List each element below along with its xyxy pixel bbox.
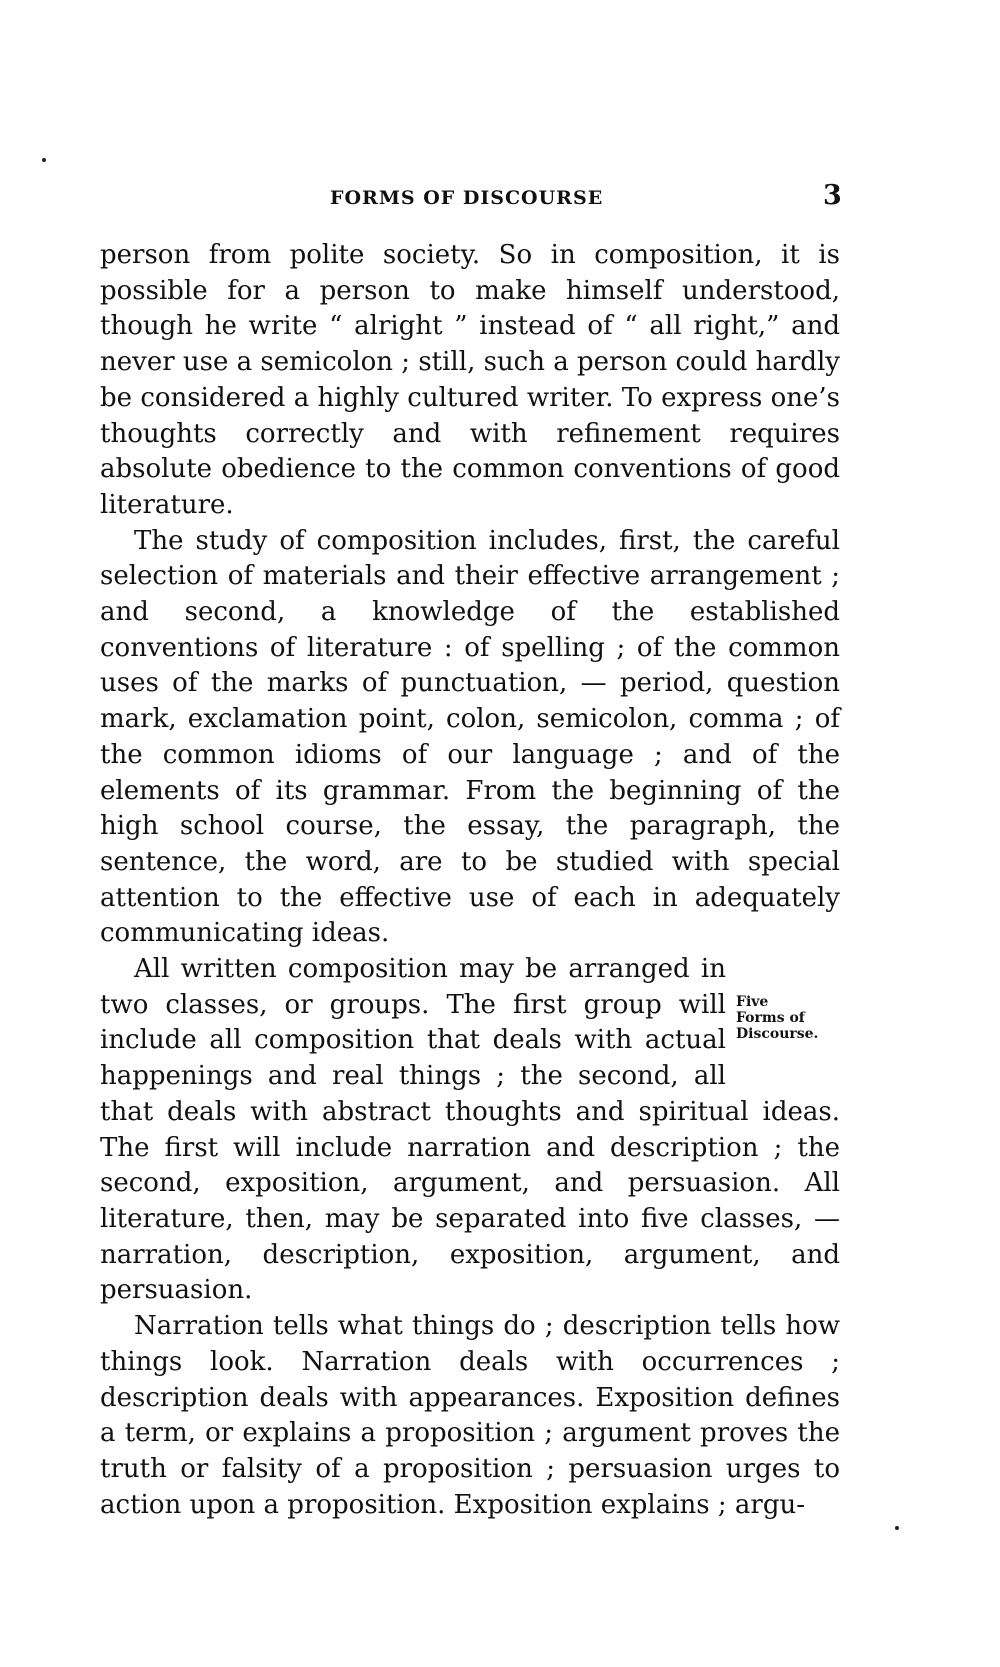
paragraph-3-text: All written composition may be arranged in two classes, or groups. The first group will include all composition that deals with actual happenings and real things ; the second, all that deals with abstract thoughts and spiritual ideas. The first will include narration and description ; the second, exposition, argument, and persuasion. All literature, then, may be separated into five classes, — narration, description, exposition, argument, and persuasion. [100, 954, 840, 1306]
page-number: 3 [823, 180, 842, 211]
running-title: FORMS OF DISCOURSE [330, 187, 604, 209]
margin-note-line: Five [736, 994, 769, 1011]
paragraph-3 [100, 952, 840, 1309]
body-text [100, 238, 840, 1523]
margin-note-line: Forms of [736, 1010, 805, 1027]
paragraph-2: The study of composition includes, first, the careful selection of materials and their effective arrangement ; and second, a knowledge of the established conventions of literature : of spelling ; of the common uses of the marks of punctuation, — period, question mark, exclamation point, colon, semicolon, comma ; of the common idioms of our language ; and of the elements of its grammar. From the beginning of the high school course, the essay, the paragraph, the sentence, the word, are to be studied with special attention to the effective use of each in adequately communicating ideas. [100, 525, 840, 949]
paragraph-1: person from polite society. So in composition, it is possible for a person to make himself understood, though he write “ alright ” instead of “ all right,” and never use a semicolon ; still, such a person could hardly be considered a highly cultured writer. To express one’s thoughts correctly and with refinement requires absolute obedience to the common conventions of good literature. [100, 240, 840, 520]
scan-speck [42, 158, 46, 162]
margin-note-line: Discourse. [736, 1026, 819, 1043]
paragraph-4: Narration tells what things do ; description tells how things look. Narration deals with occurrences ; description deals with appearances. Exposition defines a term, or explains a proposition ; argument proves the truth or falsity of a proposition ; persuasion urges to action upon a proposition. Exposition explains ; argu- [100, 1311, 840, 1520]
margin-note [736, 994, 854, 1092]
scan-speck [895, 1526, 899, 1530]
